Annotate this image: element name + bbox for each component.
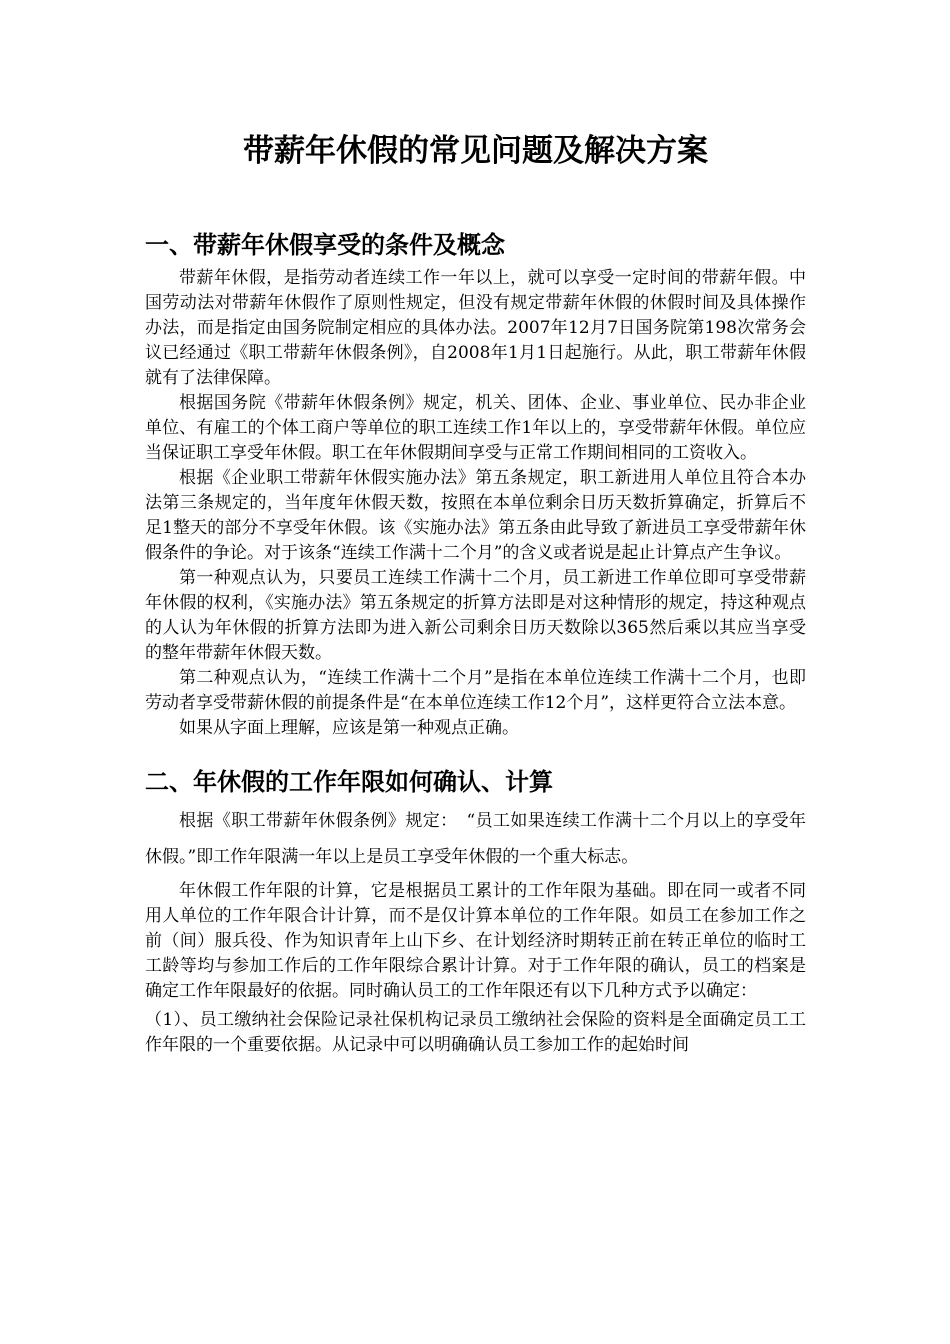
section-1-heading: 一、带薪年休假享受的条件及概念 bbox=[145, 231, 505, 259]
section-1-paragraph-4: 第一种观点认为，只要员工连续工作满十二个月，员工新进工作单位即可享受带薪年休假的权利，《实施办法》第五条规定的折算方法即是对这种情形的规定，持这种观点的人认为年休假的折算方法即为进入新公司剩余日历天数除以365然后乘以其应当享受的整年带薪年休假天数。 bbox=[145, 568, 806, 663]
section-1-paragraph-5: 第二种观点认为，“连续工作满十二个月”是指在本单位连续工作满十二个月，也即劳动者享受带薪休假的前提条件是“在本单位连续工作12个月”，这样更符合立法本意。 bbox=[145, 668, 806, 713]
section-2-paragraph-2: 年休假工作年限的计算，它是根据员工累计的工作年限为基础。即在同一或者不同用人单位的工作年限合计计算，而不是仅计算本单位的工作年限。如员工在参加工作之前（间）服兵役、作为知识青年上山下乡、在计划经济时期转正前在转正单位的临时工工龄等均与参加工作后的工作年限综合累计计算。对于工作年限的确认，员工的档案是确定工作年限最好的依据。同时确认员工的工作年限还有以下几种方式予以确定： bbox=[145, 881, 806, 1001]
section-1-paragraph-6: 如果从字面上理解，应该是第一种观点正确。 bbox=[179, 718, 519, 738]
section-1 bbox=[145, 228, 806, 741]
section-1-paragraph-2: 根据国务院《带薪年休假条例》规定，机关、团体、企业、事业单位、民办非企业单位、有雇工的个体工商户等单位的职工连续工作1年以上的，享受带薪年休假。单位应当保证职工享受年休假。职工在年休假期间享受与正常工作期间相同的工资收入。 bbox=[145, 393, 806, 463]
section-2-paragraph-3: （1）、员工缴纳社会保险记录社保机构记录员工缴纳社会保险的资料是全面确定员工工作年限的一个重要依据。从记录中可以明确确认员工参加工作的起始时间 bbox=[145, 1010, 806, 1055]
document-title: 带薪年休假的常见问题及解决方案 bbox=[243, 133, 708, 169]
section-2-heading: 二、年休假的工作年限如何确认、计算 bbox=[145, 768, 553, 796]
section-1-paragraph-1: 带薪年休假，是指劳动者连续工作一年以上，就可以享受一定时间的带薪年假。中国劳动法对带薪年休假作了原则性规定，但没有规定带薪年休假的休假时间及具体操作办法，而是指定由国务院制定相应的具体办法。2007年12月7日国务院第198次常务会议已经通过《职工带薪年休假条例》，自2008年1月1日起施行。从此，职工带薪年休假就有了法律保障。 bbox=[145, 268, 806, 388]
section-2-paragraph-1: 根据《职工带薪年休假条例》规定： “员工如果连续工作满十二个月以上的享受年休假。”即工作年限满一年以上是员工享受年休假的一个重大标志。 bbox=[145, 811, 806, 867]
section-2 bbox=[145, 765, 806, 1058]
section-1-paragraph-3: 根据《企业职工带薪年休假实施办法》第五条规定，职工新进用人单位且符合本办法第三条规定的，当年度年休假天数，按照在本单位剩余日历天数折算确定，折算后不足1整天的部分不享受年休假。该《实施办法》第五条由此导致了新进员工享受带薪年休假条件的争论。对于该条“连续工作满十二个月”的含义或者说是起止计算点产生争议。 bbox=[145, 468, 806, 563]
